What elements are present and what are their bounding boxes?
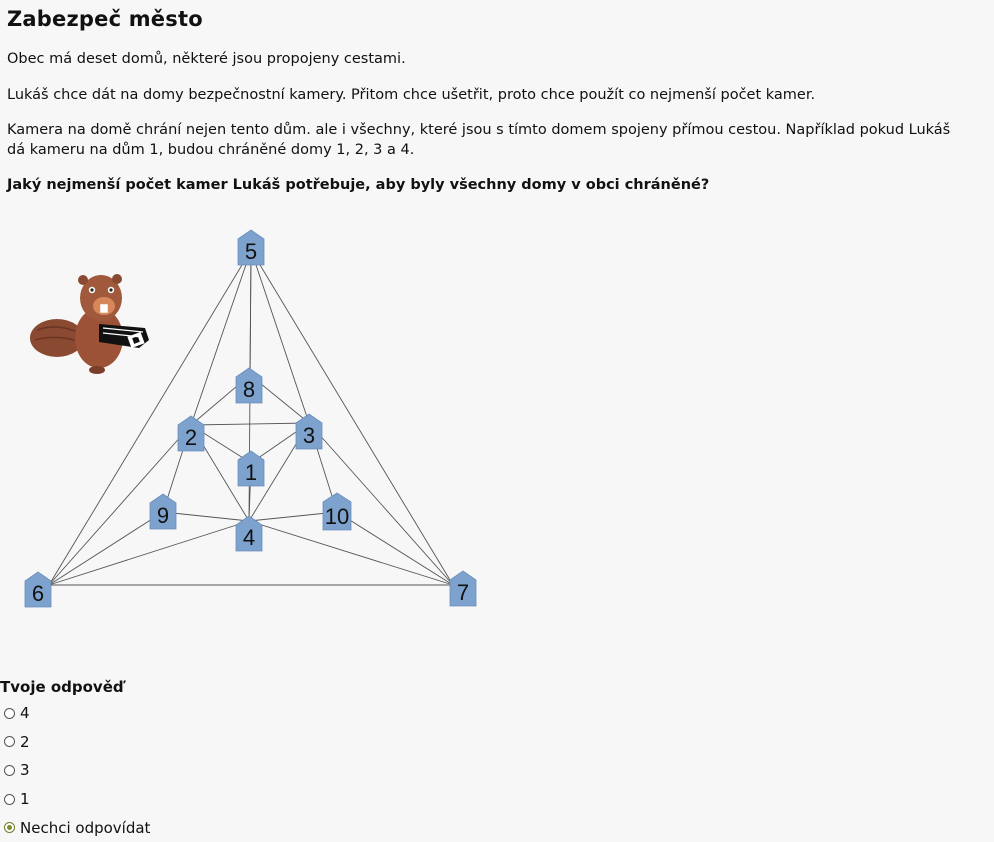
- road-6-4: [49, 521, 249, 585]
- answer-options: [4, 699, 150, 842]
- answer-option-label[interactable]: Nechci odpovídat: [20, 818, 151, 837]
- rules-paragraph: Kamera na domě chrání nejen tento dům. ale i všechny, které jsou s tímto domem spojeny přímou cestou. Například pokud Lukáš dá kameru na dům 1, budou chráněné domy 1, 2, 3 a 4.: [7, 122, 951, 158]
- house-number: 7: [456, 580, 470, 605]
- answer-option[interactable]: [4, 756, 150, 785]
- house-number: 8: [242, 377, 256, 402]
- house-2: [178, 416, 204, 451]
- house-3: [296, 414, 322, 449]
- road-5-7: [251, 250, 453, 585]
- house-number: 9: [156, 503, 170, 528]
- road-5-6: [49, 250, 251, 585]
- answer-option-label[interactable]: 4: [20, 704, 30, 723]
- radio-button[interactable]: [4, 822, 15, 833]
- answer-heading: Tvoje odpověď: [0, 678, 124, 696]
- answer-option-label[interactable]: 1: [20, 790, 30, 809]
- goal-paragraph: Lukáš chce dát na domy bezpečnostní kamery. Přitom chce ušetřit, proto chce použít co nejmenší počet kamer.: [7, 87, 816, 103]
- question-text: Jaký nejmenší počet kamer Lukáš potřebuje, aby byly všechny domy v obci chráněné?: [7, 177, 710, 193]
- radio-button[interactable]: [4, 708, 15, 719]
- radio-button[interactable]: [4, 736, 15, 747]
- road-6-9: [49, 512, 163, 585]
- house-number: 1: [244, 460, 258, 485]
- page-title: Zabezpeč město: [7, 7, 203, 31]
- house-10: [323, 493, 351, 530]
- house-7: [450, 571, 476, 606]
- house-number: 3: [302, 423, 316, 448]
- answer-option[interactable]: [4, 699, 150, 728]
- house-number: 10: [324, 504, 350, 529]
- house-number: 5: [244, 239, 258, 264]
- answer-option[interactable]: [4, 785, 150, 814]
- house-5: [238, 230, 264, 265]
- house-number: 6: [31, 581, 45, 606]
- answer-option-label[interactable]: 2: [20, 732, 30, 751]
- intro-paragraph: Obec má deset domů, některé jsou propojeny cestami.: [7, 51, 406, 67]
- answer-option-label[interactable]: 3: [20, 761, 30, 780]
- radio-button[interactable]: [4, 794, 15, 805]
- house-number: 2: [184, 425, 198, 450]
- road-7-4: [249, 521, 453, 585]
- radio-button[interactable]: [4, 765, 15, 776]
- house-9: [150, 494, 176, 529]
- road-7-10: [337, 512, 453, 585]
- house-4: [236, 516, 262, 551]
- house-8: [236, 368, 262, 403]
- house-number: 4: [242, 525, 256, 550]
- house-6: [25, 572, 51, 607]
- answer-option[interactable]: [4, 728, 150, 757]
